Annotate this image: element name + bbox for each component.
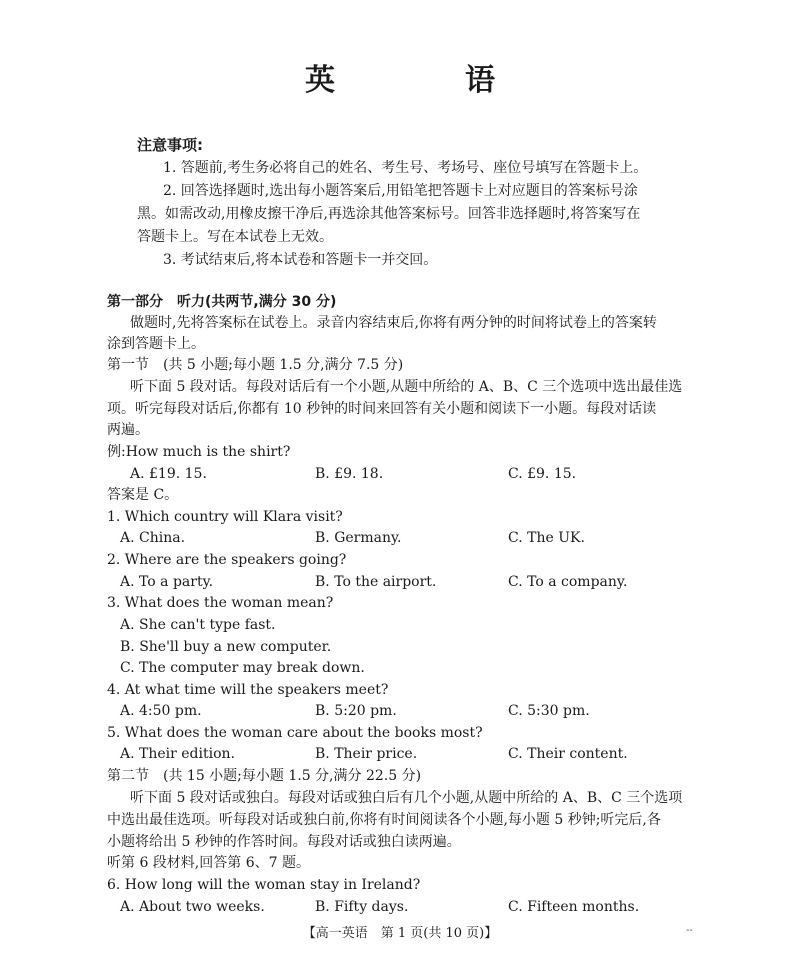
corner-mark: -- — [686, 925, 693, 936]
notice-item-3: 3. 考试结束后,将本试卷和答题卡一并交回。 — [163, 252, 438, 268]
question-2: 2. Where are the speakers going? — [107, 552, 347, 568]
example-option-c: C. £9. 15. — [508, 466, 577, 482]
section1-intro-line-2: 项。听完每段对话后,你都有 10 秒钟的时间来回答有关小题和阅读下一小题。每段对话读 — [107, 401, 657, 417]
example-option-b: B. £9. 18. — [315, 466, 384, 482]
section1-heading: 第一节 (共 5 小题;每小题 1.5 分,满分 7.5 分) — [107, 357, 404, 373]
q2-option-c: C. To a company. — [508, 574, 628, 590]
notice-heading: 注意事项: — [137, 136, 203, 154]
q3-option-c: C. The computer may break down. — [120, 660, 365, 676]
section2-intro-line-2: 中选出最佳选项。听每段对话或独白前,你将有时间阅读各个小题,每小题 5 秒钟;听完后,各 — [107, 812, 661, 828]
notice-item-2-line-2: 黑。如需改动,用橡皮擦干净后,再选涂其他答案标号。回答非选择题时,将答案写在 — [137, 206, 641, 222]
part1-intro-line-2: 涂到答题卡上。 — [107, 336, 205, 352]
section2-heading: 第二节 (共 15 小题;每小题 1.5 分,满分 22.5 分) — [107, 768, 422, 784]
q3-option-b: B. She'll buy a new computer. — [120, 639, 332, 655]
section1-intro-line-3: 两遍。 — [107, 422, 149, 438]
notice-item-2-line-3: 答题卡上。写在本试卷上无效。 — [137, 229, 333, 245]
example-question: 例:How much is the shirt? — [107, 444, 291, 460]
q3-option-a: A. She can't type fast. — [120, 617, 276, 633]
q5-option-a: A. Their edition. — [120, 746, 235, 762]
part1-heading: 第一部分 听力(共两节,满分 30 分) — [107, 294, 337, 310]
q1-option-a: A. China. — [120, 530, 186, 546]
q1-option-c: C. The UK. — [508, 530, 585, 546]
question-4: 4. At what time will the speakers meet? — [107, 682, 389, 698]
page-footer: 【高一英语 第 1 页(共 10 页)】 — [302, 926, 498, 941]
question-1: 1. Which country will Klara visit? — [107, 509, 343, 525]
section2-intro-line-1: 听下面 5 段对话或独白。每段对话或独白后有几个小题,从题中所给的 A、B、C 三个选项 — [130, 790, 683, 806]
part1-intro-line-1: 做题时,先将答案标在试卷上。录音内容结束后,你将有两分钟的时间将试卷上的答案转 — [130, 315, 657, 331]
q2-option-a: A. To a party. — [120, 574, 214, 590]
notice-item-1: 1. 答题前,考生务必将自己的姓名、考生号、考场号、座位号填写在答题卡上。 — [163, 160, 648, 176]
q4-option-c: C. 5:30 pm. — [508, 703, 590, 719]
q6-option-c: C. Fifteen months. — [508, 899, 640, 915]
q2-option-b: B. To the airport. — [315, 574, 437, 590]
q6-option-a: A. About two weeks. — [120, 899, 265, 915]
q4-option-a: A. 4:50 pm. — [120, 703, 202, 719]
q5-option-c: C. Their content. — [508, 746, 628, 762]
q1-option-b: B. Germany. — [315, 530, 402, 546]
notice-item-2-line-1: 2. 回答选择题时,选出每小题答案后,用铅笔把答题卡上对应题目的答案标号涂 — [163, 183, 638, 199]
page-title: 英 语 — [305, 63, 545, 98]
example-option-a: A. £19. 15. — [130, 466, 207, 482]
question-3: 3. What does the woman mean? — [107, 595, 334, 611]
q4-option-b: B. 5:20 pm. — [315, 703, 397, 719]
question-6: 6. How long will the woman stay in Ireland? — [107, 877, 421, 893]
example-answer: 答案是 C。 — [107, 487, 179, 503]
section1-intro-line-1: 听下面 5 段对话。每段对话后有一个小题,从题中所给的 A、B、C 三个选项中选出最佳选 — [130, 379, 683, 395]
q6-option-b: B. Fifty days. — [315, 899, 409, 915]
question-5: 5. What does the woman care about the books most? — [107, 725, 483, 741]
section2-material: 听第 6 段材料,回答第 6、7 题。 — [107, 855, 310, 871]
section2-intro-line-3: 小题将给出 5 秒钟的作答时间。每段对话或独白读两遍。 — [107, 834, 461, 850]
q5-option-b: B. Their price. — [315, 746, 418, 762]
